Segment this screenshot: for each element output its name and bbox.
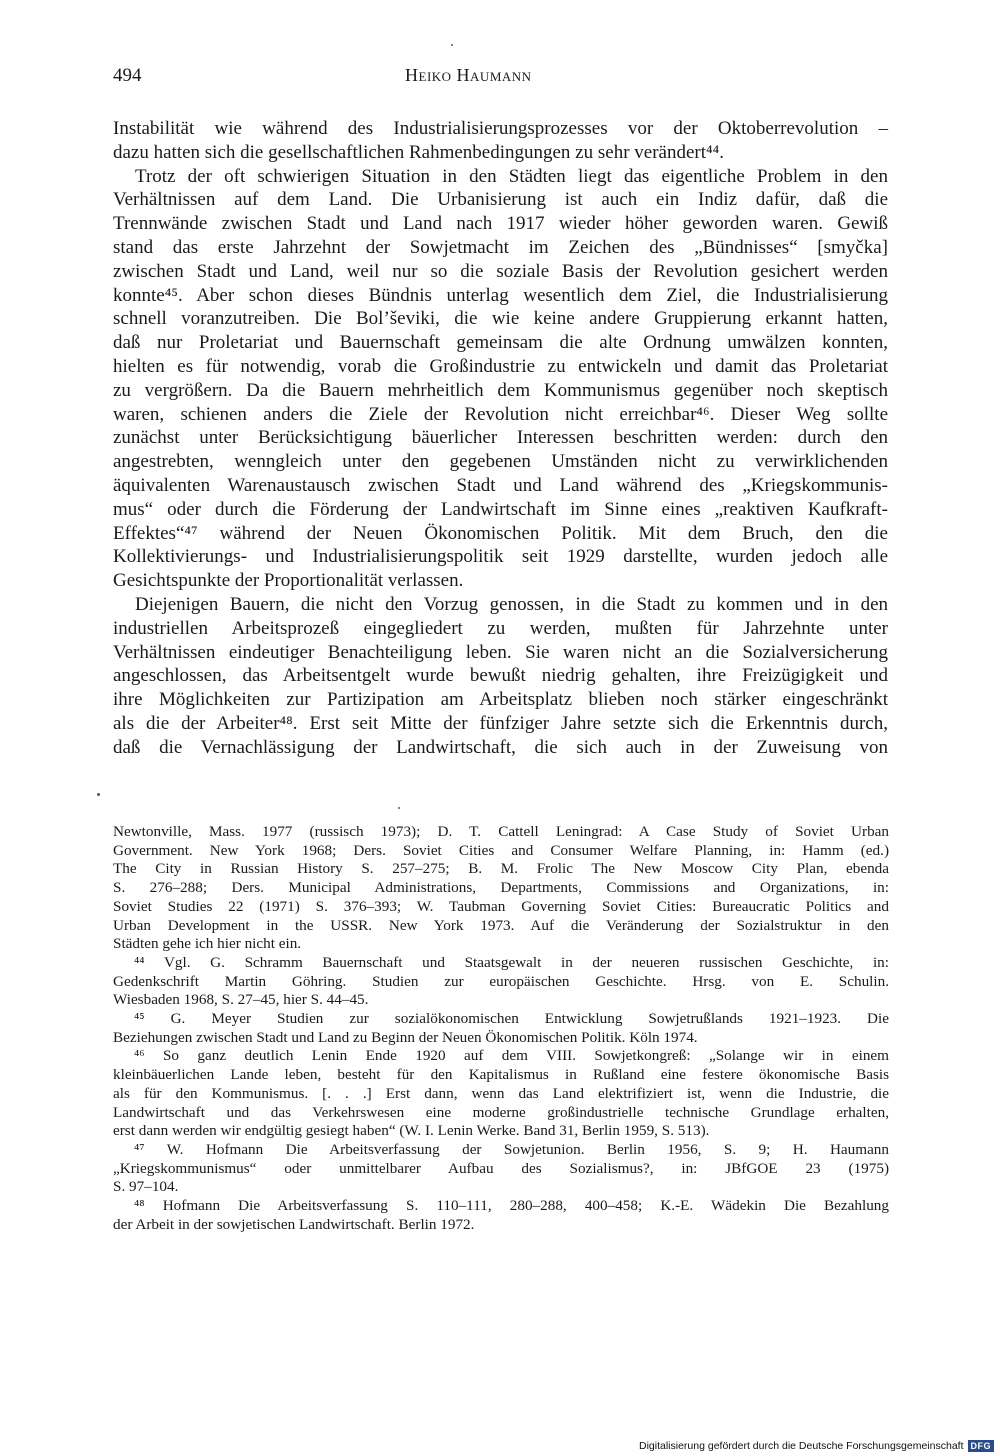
main-text — [113, 117, 888, 760]
footnote-line: ⁴⁸ Hofmann Die Arbeitsverfassung S. 110–111, 280–288, 400–458; K.-E. Wädekin Die Bezahlung — [134, 1197, 889, 1215]
body-line: Trotz der oft schwierigen Situation in den Städten liegt das eigentliche Problem in den — [135, 165, 888, 187]
footnote-line: ⁴⁵ G. Meyer Studien zur sozialökonomischen Entwicklung Sowjetrußlands 1921–1923. Die — [134, 1010, 889, 1028]
body-line: waren, schienen anders die Ziele der Revolution nicht erreichbar⁴⁶. Dieser Weg sollte — [113, 403, 888, 425]
body-line: mus“ oder durch die Förderung der Landwirtschaft im Sinne eines „reaktiven Kaufkraft- — [113, 498, 888, 520]
body-line: angestrebten, wenngleich unter den gegebenen Umständen nicht zu verwirklichenden — [113, 451, 888, 473]
running-head: Heiko Haumann — [405, 65, 532, 85]
body-line: Diejenigen Bauern, die nicht den Vorzug genossen, in die Stadt zu kommen und in den — [135, 593, 888, 615]
body-line: zu vergrößern. Da die Bauern mehrheitlich dem Kommunismus gegenüber noch skeptisch — [113, 379, 888, 401]
body-line: daß die Vernachlässigung der Landwirtschaft, die sich auch in der Zuweisung von — [113, 736, 888, 758]
footnote-line: der Arbeit in der sowjetischen Landwirtschaft. Berlin 1972. — [113, 1215, 475, 1233]
body-line: dazu hatten sich die gesellschaftlichen Rahmenbedingungen zu sehr verändert⁴⁴. — [113, 141, 724, 163]
body-line: Verhältnissen eindeutiger Benachteiligung leben. Sie waren nicht an die Sozialversicherung — [113, 641, 888, 663]
footnote-line: Städten gehe ich hier nicht ein. — [113, 935, 302, 953]
body-line: konnte⁴⁵. Aber schon dieses Bündnis unterlag wesentlich dem Ziel, die Industrialisierung — [113, 284, 888, 306]
footnote-line: The City in Russian History S. 257–275; B. M. Frolic The New Moscow City Plan, ebenda — [113, 860, 889, 878]
footnote-line: Gedenkschrift Martin Göhring. Studien zur europäischen Geschichte. Hrsg. von E. Schulin. — [113, 972, 889, 990]
body-line: schnell voranzutreiben. Die Bol’ševiki, die wie keine andere Gruppierung erkannt hatten, — [113, 308, 888, 330]
footnote-line: ⁴⁷ W. Hofmann Die Arbeitsverfassung der Sowjetunion. Berlin 1956, S. 9; H. Haumann — [134, 1140, 889, 1158]
body-line: als die der Arbeiter⁴⁸. Erst seit Mitte der fünfziger Jahre setzte sich die Erkenntnis durch, — [113, 712, 888, 734]
footer — [639, 1440, 994, 1452]
footnote-line: S. 97–104. — [113, 1178, 179, 1196]
footnote-line: als für den Kommunismus. [. . .] Erst dann, wenn das Land elektrifiziert ist, wenn die Industrie, die — [113, 1084, 889, 1102]
body-line: angeschlossen, das Arbeitsentgelt wurde bewußt niedrig gehalten, ihre Freizügigkeit und — [113, 665, 888, 687]
body-line: Kollektivierungs- und Industrialisierungspolitik seit 1929 darstellte, wurden jedoch alle — [113, 546, 888, 568]
footnote-line: ⁴⁶ So ganz deutlich Lenin Ende 1920 auf dem VIII. Sowjetkongreß: „Solange wir in einem — [134, 1047, 889, 1065]
body-line: industriellen Arbeitsprozeß eingegliedert zu werden, mußten für Jahrzehnte unter — [113, 617, 888, 639]
footnote-line: Urban Development in the USSR. New York 1973. Auf die Veränderung der Sozialstruktur in den — [113, 916, 889, 934]
body-line: zwischen Stadt und Land, weil nur so die soziale Basis der Revolution gesichert werden — [113, 260, 888, 282]
footnote-line: kleinbäuerlichen Lande leben, besteht für den Kapitalismus in Rußland eine festere ökonomische Basis — [113, 1066, 889, 1084]
footnote-line: Newtonville, Mass. 1977 (russisch 1973); D. T. Cattell Leningrad: A Case Study of Soviet Urban — [113, 823, 889, 840]
footer-credit: Digitalisierung gefördert durch die Deutsche Forschungsgemeinschaft — [638, 1440, 964, 1452]
body-line: äquivalenten Warenaustausch zwischen Stadt und Land während des „Kriegskommunis- — [113, 474, 888, 496]
footnote-line: Landwirtschaft und das Verkehrswesen eine moderne großindustrielle technische Grundlage erhalten, — [113, 1103, 889, 1121]
body-line: Gesichtspunkte der Proportionalität verlassen. — [113, 570, 464, 592]
body-line: hielten es für notwendig, vorab die Großindustrie zu entwickeln und damit das Proletariat — [113, 355, 888, 377]
footnote-line: Soviet Studies 22 (1971) S. 376–393; W. Taubman Governing Soviet Cities: Bureaucratic Politics and — [113, 897, 889, 915]
footnote-line: erst dann werden wir endgültig gesiegt haben“ (W. I. Lenin Werke. Band 31, Berlin 1959, S. 513). — [113, 1122, 710, 1140]
body-line: Effektes“⁴⁷ während der Neuen Ökonomischen Politik. Mit dem Bruch, den die — [113, 522, 888, 544]
dfg-logo-icon: DFG — [968, 1440, 995, 1452]
scan-speck — [97, 793, 100, 796]
footnote-line: „Kriegskommunismus“ oder unmittelbarer Aufbau des Sozialismus?, in: JBfGOE 23 (1975) — [113, 1159, 889, 1177]
footnote-line: ⁴⁴ Vgl. G. Schramm Bauernschaft und Staatsgewalt in der neueren russischen Geschichte, in: — [134, 953, 889, 971]
body-line: Trennwände zwischen Stadt und Land nach 1917 wieder höher geworden waren. Gewiß — [113, 213, 888, 235]
body-line: zunächst unter Berücksichtigung bäuerlicher Interessen beschritten werden: durch den — [113, 427, 888, 449]
footnote-line: Beziehungen zwischen Stadt und Land zu Beginn der Neuen Ökonomischen Politik. Köln 1974. — [113, 1028, 698, 1046]
body-line: Instabilität wie während des Industrialisierungsprozesses vor der Oktoberrevolution – — [113, 118, 888, 139]
body-line: stand das erste Jahrzehnt der Sowjetmacht im Zeichen des „Bündnisses“ [smyčka] — [113, 236, 888, 258]
body-line: Verhältnissen auf dem Land. Die Urbanisierung ist auch ein Indiz dafür, daß die — [113, 189, 888, 211]
footnote-line: S. 276–288; Ders. Municipal Administrations, Departments, Commissions and Organizations, in: — [113, 879, 889, 897]
footnotes — [113, 823, 889, 1234]
footnote-line: Wiesbaden 1968, S. 27–45, hier S. 44–45. — [113, 991, 369, 1009]
body-line: ihre Möglichkeiten zur Partizipation am Arbeitsplatz blieben noch stärker eingeschränkt — [113, 689, 888, 711]
scan-speck — [398, 807, 400, 809]
body-line: daß nur Proletariat und Bauernschaft gemeinsam die alte Ordnung umwälzen konnten, — [113, 332, 888, 354]
scan-speck — [451, 44, 453, 46]
footnote-line: Government. New York 1968; Ders. Soviet Cities and Consumer Welfare Planning, in: Hamm (ed.) — [113, 841, 889, 859]
page-number: 494 — [113, 65, 142, 86]
